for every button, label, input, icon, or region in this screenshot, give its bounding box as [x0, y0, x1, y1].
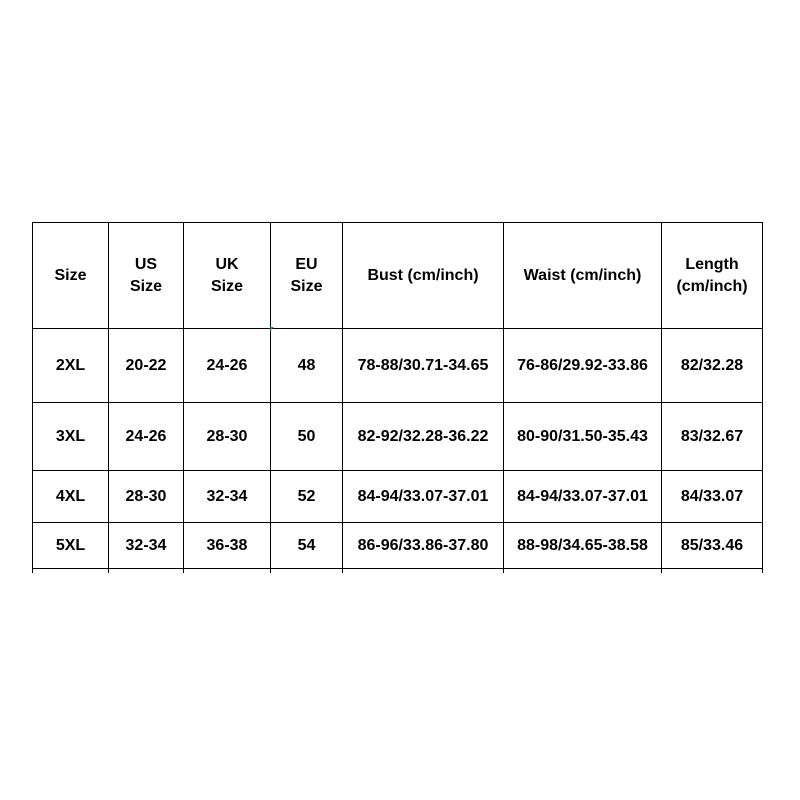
empty-cell [271, 569, 343, 573]
cell-size: 5XL [33, 523, 109, 569]
empty-cell [343, 569, 504, 573]
header-length-label-line1: Length [685, 255, 739, 273]
header-uk-size [184, 223, 271, 329]
header-us-label-line1: US [134, 255, 158, 273]
header-bust-label: Bust (cm/inch) [367, 266, 479, 284]
cell-length: 82/32.28 [662, 329, 763, 403]
header-waist-label: Waist (cm/inch) [523, 266, 642, 284]
cell-size: 4XL [33, 471, 109, 523]
header-length [662, 223, 763, 329]
table-row [33, 471, 763, 523]
cell-us-size: 20-22 [109, 329, 184, 403]
header-size-label: Size [54, 266, 87, 284]
cell-waist: 80-90/31.50-35.43 [504, 403, 662, 471]
table-row [33, 523, 763, 569]
header-size [33, 223, 109, 329]
cell-waist: 76-86/29.92-33.86 [504, 329, 662, 403]
header-us-size [109, 223, 184, 329]
cell-eu-size: 48 [271, 329, 343, 403]
header-bust [343, 223, 504, 329]
header-uk-label-line2: Size [210, 277, 243, 295]
table-row-stub [33, 569, 763, 573]
empty-cell [504, 569, 662, 573]
empty-cell [109, 569, 184, 573]
cell-eu-size: 50 [271, 403, 343, 471]
header-uk-label-line1: UK [215, 255, 239, 273]
cell-eu-size: 54 [271, 523, 343, 569]
cell-length: 85/33.46 [662, 523, 763, 569]
header-eu-label-line1: EU [295, 255, 318, 273]
cell-us-size: 32-34 [109, 523, 184, 569]
cell-length: 84/33.07 [662, 471, 763, 523]
header-eu-label-line2: Size [290, 277, 323, 295]
cell-uk-size: 36-38 [184, 523, 271, 569]
cell-us-size: 24-26 [109, 403, 184, 471]
header-row [33, 223, 763, 329]
header-eu-size [271, 223, 343, 329]
empty-cell [184, 569, 271, 573]
header-us-label-line2: Size [129, 277, 162, 295]
size-chart-table [32, 222, 763, 573]
cell-bust: 86-96/33.86-37.80 [343, 523, 504, 569]
header-length-label-line2: (cm/inch) [676, 277, 748, 295]
empty-cell [33, 569, 109, 573]
table-row [33, 403, 763, 471]
cell-length: 83/32.67 [662, 403, 763, 471]
cell-waist: 84-94/33.07-37.01 [504, 471, 662, 523]
cell-uk-size: 32-34 [184, 471, 271, 523]
cell-bust: 78-88/30.71-34.65 [343, 329, 504, 403]
empty-cell [662, 569, 763, 573]
cell-bust: 82-92/32.28-36.22 [343, 403, 504, 471]
cell-size: 2XL [33, 329, 109, 403]
cell-size: 3XL [33, 403, 109, 471]
cell-waist: 88-98/34.65-38.58 [504, 523, 662, 569]
table-row [33, 329, 763, 403]
cell-uk-size: 28-30 [184, 403, 271, 471]
cell-us-size: 28-30 [109, 471, 184, 523]
cell-comment-marker [270, 327, 274, 331]
header-waist [504, 223, 662, 329]
cell-bust: 84-94/33.07-37.01 [343, 471, 504, 523]
cell-eu-size: 52 [271, 471, 343, 523]
cell-uk-size: 24-26 [184, 329, 271, 403]
